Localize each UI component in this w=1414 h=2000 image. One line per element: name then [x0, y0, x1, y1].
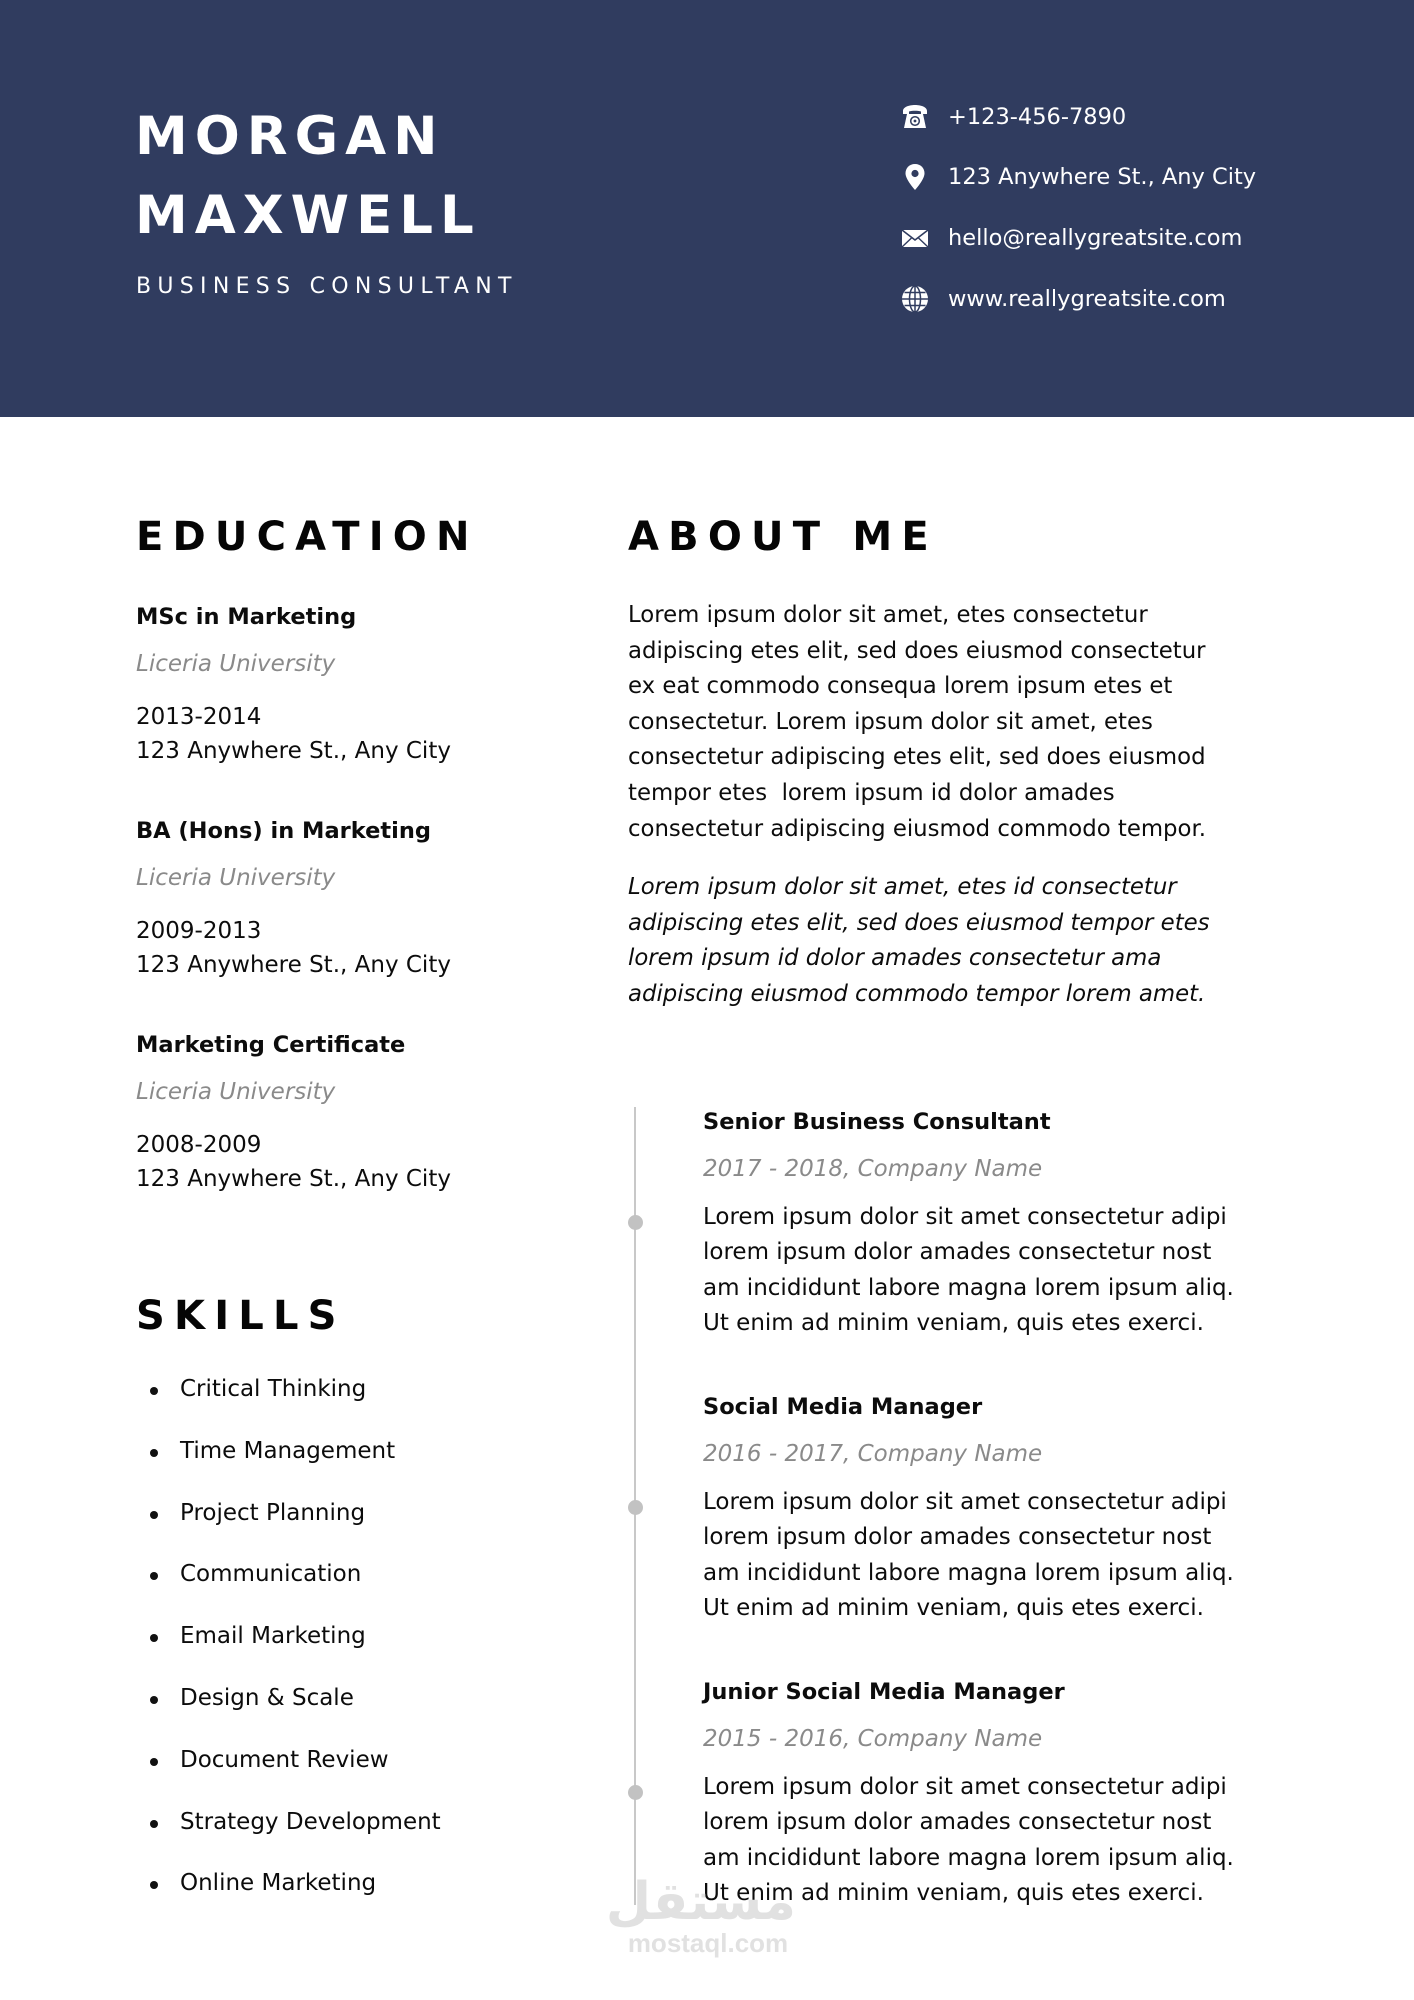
education-school: Liceria University	[136, 864, 336, 891]
contact-address	[900, 160, 1256, 194]
bullet-icon	[150, 1634, 158, 1642]
globe-icon	[900, 284, 930, 314]
skill-label: Online Marketing	[180, 1870, 377, 1897]
about-line: Lorem ipsum dolor sit amet, etes consectetur	[628, 602, 1148, 628]
timeline-dot	[628, 1500, 643, 1515]
skill-label: Strategy Development	[180, 1808, 441, 1835]
skill-item	[140, 1437, 441, 1502]
skill-label: Critical Thinking	[180, 1376, 367, 1402]
skills-list	[140, 1378, 441, 1934]
bullet-icon	[150, 1881, 158, 1889]
about-line: consectetur adipiscing eiusmod commodo tempor.	[628, 815, 1207, 842]
education-item	[136, 820, 576, 982]
bullet-icon	[150, 1511, 158, 1519]
education-school: Liceria University	[136, 650, 336, 677]
watermark-latin-text: mostaql.com	[627, 1928, 789, 1958]
job-description-line: am incididunt labore magna lorem ipsum aliq.	[703, 1274, 1234, 1301]
skill-item	[140, 1378, 441, 1440]
bullet-icon	[150, 1387, 158, 1395]
skill-label: Communication	[180, 1561, 362, 1588]
education-address: 123 Anywhere St., Any City	[136, 737, 451, 764]
job-description-line: lorem ipsum dolor amades consectetur nost	[703, 1239, 1212, 1265]
job-description-line: lorem ipsum dolor amades consectetur nost	[703, 1809, 1212, 1835]
about-italic-line: adipiscing eiusmod commodo tempor lorem amet.	[628, 980, 1206, 1007]
experience-item	[703, 1681, 1323, 1912]
education-heading: EDUCATION	[136, 514, 479, 560]
job-title: Social Media Manager	[703, 1394, 983, 1420]
phone-number: +123-456-7890	[948, 103, 1127, 130]
about-line: ex eat commodo consequa lorem ipsum etes et	[628, 673, 1173, 700]
skill-label: Document Review	[180, 1746, 389, 1773]
job-description-line: lorem ipsum dolor amades consectetur nost	[703, 1524, 1212, 1550]
job-description-line: Lorem ipsum dolor sit amet consectetur adipi	[703, 1203, 1227, 1230]
email-address[interactable]: hello@reallygreatsite.com	[948, 224, 1243, 251]
job-description	[703, 1485, 1323, 1627]
skill-item	[140, 1625, 441, 1687]
about-italic-paragraph	[628, 870, 1318, 1012]
about-line: consectetur. Lorem ipsum dolor sit amet, etes	[628, 708, 1153, 735]
skill-item	[140, 1684, 441, 1749]
about-line: adipiscing etes elit, sed does eiusmod consectetur	[628, 637, 1206, 664]
job-dates-company: 2017 - 2018, Company Name	[703, 1155, 1043, 1182]
job-description-line: Lorem ipsum dolor sit amet consectetur adipi	[703, 1488, 1227, 1515]
job-description	[703, 1200, 1323, 1342]
education-years: 2013-2014	[136, 703, 262, 730]
address-text: 123 Anywhere St., Any City	[948, 163, 1257, 190]
job-description-line: Ut enim ad minim veniam, quis etes exerci.	[703, 1595, 1204, 1621]
skills-heading: SKILLS	[136, 1293, 346, 1339]
bullet-icon	[150, 1820, 158, 1828]
skill-label: Time Management	[180, 1437, 396, 1464]
job-description-line: Lorem ipsum dolor sit amet consectetur adipi	[703, 1773, 1227, 1800]
about-heading: ABOUT ME	[628, 514, 938, 560]
contact-website	[900, 282, 1226, 316]
education-degree: MSc in Marketing	[136, 604, 357, 630]
about-paragraph	[628, 598, 1318, 847]
skill-item	[140, 1746, 441, 1811]
skill-label: Project Planning	[180, 1499, 366, 1526]
bullet-icon	[150, 1572, 158, 1580]
about-section	[628, 598, 1318, 1013]
job-description-line: am incididunt labore magna lorem ipsum aliq.	[703, 1559, 1234, 1586]
experience-item	[703, 1111, 1323, 1342]
location-pin-icon	[900, 162, 930, 192]
about-italic-line: lorem ipsum id dolor amades consectetur ama	[628, 945, 1162, 972]
education-degree: Marketing Certificate	[136, 1032, 406, 1058]
education-item	[136, 606, 576, 768]
education-degree: BA (Hons) in Marketing	[136, 818, 431, 844]
name-second-line: MAXWELL	[135, 185, 481, 246]
job-description	[703, 1770, 1323, 1912]
phone-icon	[900, 102, 930, 132]
watermark-arabic-text: مستقل	[605, 1872, 796, 1932]
email-icon	[900, 223, 930, 253]
contact-email	[900, 221, 1242, 255]
timeline-dot	[628, 1785, 643, 1800]
education-school: Liceria University	[136, 1078, 336, 1105]
job-description-line: Ut enim ad minim veniam, quis etes exerci.	[703, 1880, 1204, 1906]
skill-label: Design & Scale	[180, 1684, 354, 1711]
skill-label: Email Marketing	[180, 1623, 366, 1650]
job-dates-company: 2016 - 2017, Company Name	[703, 1440, 1043, 1467]
skill-item	[140, 1808, 441, 1873]
resume-header	[0, 0, 1414, 417]
job-title: Senior Business Consultant	[703, 1109, 1051, 1135]
job-description-line: am incididunt labore magna lorem ipsum aliq.	[703, 1844, 1234, 1871]
skill-item	[140, 1499, 441, 1564]
bullet-icon	[150, 1449, 158, 1457]
education-years: 2009-2013	[136, 917, 262, 944]
name-first-line: MORGAN	[135, 106, 445, 167]
education-address: 123 Anywhere St., Any City	[136, 951, 451, 978]
about-line: tempor etes lorem ipsum id dolor amades	[628, 779, 1115, 806]
mostaql-watermark	[605, 1872, 796, 1958]
skill-item	[140, 1563, 441, 1625]
education-item	[136, 1034, 576, 1196]
skill-item	[140, 1872, 441, 1934]
job-title-subtitle: BUSINESS CONSULTANT	[136, 274, 518, 299]
education-years: 2008-2009	[136, 1131, 262, 1158]
bullet-icon	[150, 1696, 158, 1704]
bullet-icon	[150, 1758, 158, 1766]
education-address: 123 Anywhere St., Any City	[136, 1165, 451, 1192]
about-line: consectetur adipiscing etes elit, sed does eiusmod	[628, 744, 1206, 771]
job-dates-company: 2015 - 2016, Company Name	[703, 1725, 1043, 1752]
website-url[interactable]: www.reallygreatsite.com	[948, 285, 1226, 312]
contact-phone	[900, 100, 1126, 134]
about-italic-line: Lorem ipsum dolor sit amet, etes id consectetur	[628, 874, 1177, 901]
experience-item	[703, 1396, 1323, 1627]
about-italic-line: adipiscing etes elit, sed does eiusmod tempor etes	[628, 909, 1210, 936]
timeline-dot	[628, 1215, 643, 1230]
job-description-line: Ut enim ad minim veniam, quis etes exerci.	[703, 1310, 1204, 1336]
job-title: Junior Social Media Manager	[703, 1679, 1065, 1705]
